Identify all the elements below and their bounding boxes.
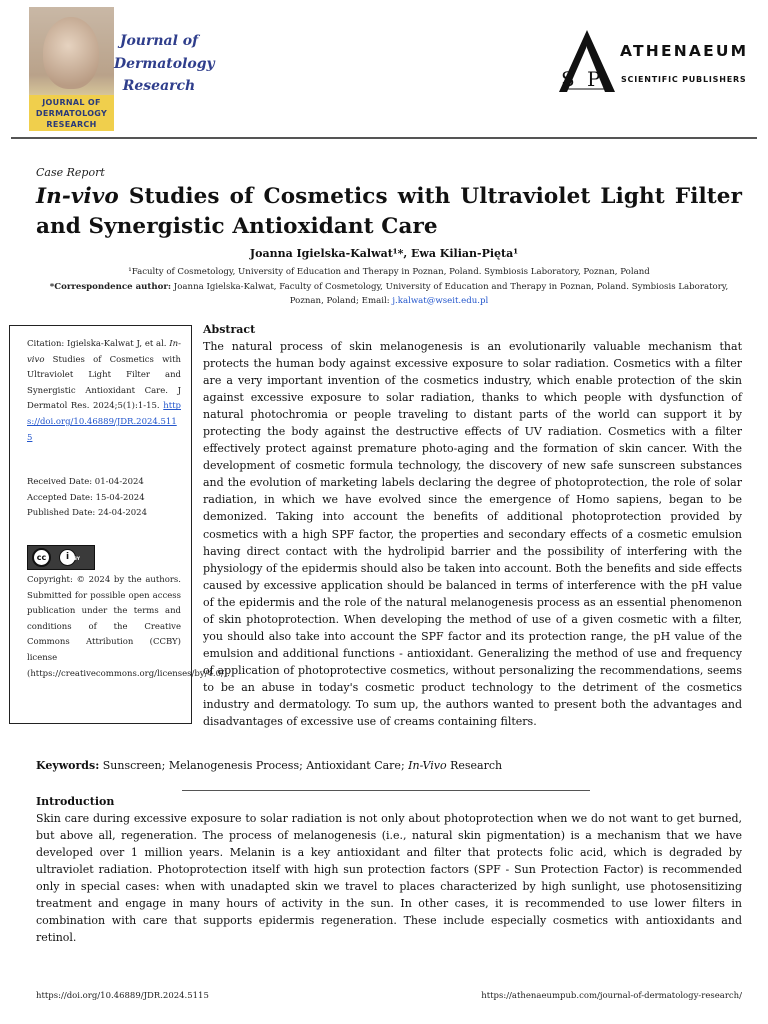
abstract-text: The natural process of skin melanogenesis is an evolutionarily valuable mechanism that protects the human body against excessive exposure to solar radiation. Cosmetics with a filter are a very important invention of the cosmetics industry, which enable protection of the skin against excessive exposure to solar radiation, thanks to which people with dysfunction of natural photochromia or people traveling to distant parts of the world can support it by protecting the body against the destructive effects of UV radiation. Cosmetics with a filter effectively protect against premature photo-aging and the formation of skin cancer. With the development of cosmetic formula technology, the discovery of new safe sunscreen substances and the evolution of marketing labels declaring the degree of photoprotection, the role of solar radiation, in which we have evolved since the emergence of Homo sapiens, began to be demonized. Taking into account the benefits of additional photoprotection provided by cosmetics with a high SPF factor, the properties and secondary effects of a cosmetic emulsion having direct contact with the hydrolipid barrier and the possibility of interfering with the physiology of the epidermis should also be taken into account. Both the benefits and side effects caused by excessive application should be balanced in terms of interference with the pH value of the epidermis and the role of the natural melanogenesis process as an essential phenomenon of skin photoprotection. When developing the method of use of a given cosmetic with a filter, you should also take into account the SPF factor and its protection range, the pH value of the emulsion and additional functions - antioxidant. Generalizing the method of use and frequency of application of photoprotective cosmetics, without personalizing the recommendations, seems to be an abuse in today's cosmetic product technology to the detriment of the cosmetics industry and dermatology. To sum up, the authors wanted to present both the advantages and disadvantages of excessive use of creams containing filters.	[203, 340, 742, 729]
journal-title-line-2: Dermatology	[114, 55, 215, 72]
citation-rest: Studies of Cosmetics with Ultraviolet Light Filter and Synergistic Antioxidant Care. J Dermatol Res. 2024;5(1):1-15.	[27, 354, 181, 412]
citation-block	[27, 337, 181, 446]
publisher-subtitle: SCIENTIFIC PUBLISHERS	[621, 75, 747, 84]
affiliations	[36, 265, 742, 309]
footer-journal-link[interactable]: https://athenaeumpub.com/journal-of-dermatology-research/	[481, 991, 742, 1001]
cc-icon: cc	[32, 548, 51, 567]
publisher-name: ATHENAEUM	[620, 42, 749, 60]
doi-link[interactable]: https://doi.org/10.46889/JDR.2024.5115	[27, 401, 181, 443]
received-date: Received Date: 01-04-2024	[27, 477, 144, 488]
journal-title-line-1: Journal of	[119, 33, 199, 49]
footer-doi-link[interactable]: https://doi.org/10.46889/JDR.2024.5115	[36, 991, 209, 1001]
keywords-italic: In-Vivo	[408, 759, 447, 772]
article-title	[36, 182, 742, 242]
correspondence	[36, 280, 742, 309]
keywords-tail: Research	[446, 759, 503, 772]
keywords-text: Sunscreen; Melanogenesis Process; Antioxidant Care;	[99, 759, 409, 772]
cc-by-license-badge[interactable]	[27, 545, 95, 570]
published-date: Published Date: 24-04-2024	[27, 508, 147, 519]
correspondence-text: Joanna Igielska-Kalwat, Faculty of Cosmetology, University of Education and Therapy in Poznan, Poland. Symbiosis Laboratory, Poznan, Poland; Email:	[171, 281, 729, 307]
accepted-date: Accepted Date: 15-04-2024	[27, 492, 145, 503]
journal-title-line-3: Research	[122, 78, 196, 94]
abstract-heading: Abstract	[203, 323, 256, 336]
copyright-text: Copyright: © 2024 by the authors. Submitted for possible open access publication under the terms and conditions of the Creative Commons Attribution (CCBY) license (https://creativecommons.org/licenses/by/4.0/).	[27, 574, 230, 679]
header-divider	[11, 137, 757, 139]
introduction-heading: Introduction	[36, 795, 115, 808]
keywords-label: Keywords:	[36, 759, 100, 772]
cover-title-band	[29, 95, 114, 131]
attribution-person-icon: i	[59, 549, 76, 566]
cc-by-label: BY	[73, 557, 80, 563]
citation-italic: In-vivo	[27, 339, 181, 365]
section-divider	[182, 790, 590, 791]
authors: Joanna Igielska-Kalwat¹*, Ewa Kilian-Pięta¹	[249, 247, 519, 260]
cover-face-illustration	[43, 17, 99, 89]
citation-sidebar	[9, 325, 230, 724]
affiliation-line: ¹Faculty of Cosmetology, University of Education and Therapy in Poznan, Poland. Symbiosis Laboratory, Poznan, Poland	[128, 267, 650, 277]
cover-line-1: JOURNAL OF	[42, 97, 101, 107]
citation-prefix: Citation: Igielska-Kalwat J, et al.	[27, 339, 170, 349]
keywords	[36, 759, 502, 772]
title-italic: In-vivo	[36, 184, 119, 209]
dates-block	[27, 475, 181, 522]
article-type: Case Report	[36, 166, 105, 179]
svg-text:P: P	[587, 67, 601, 91]
title-rest: Studies of Cosmetics with Ultraviolet Light Filter and Synergistic Antioxidant Care	[36, 184, 742, 239]
cover-line-3: RESEARCH	[46, 119, 97, 129]
introduction-text: Skin care during excessive exposure to solar radiation is not only about photoprotection when we do not want to get burned, but above all, regeneration. The process of melanogenesis (i.e., natural skin pigmentation) is a mechanism that we have developed over 1 million years. Melanin is a key antioxidant and filter that protects folic acid, which is degraded by ultraviolet radiation. Photoprotection itself with high sun protection factors (SPF - Sun Protection Factor) is recommended only in special cases: when with unadapted skin we travel to places characterized by high sunlight, use photosensitizing treatment and engage in many hours of activity in the sun. In other cases, it is recommended to use lower filters in combination with care that supports epidermis regeneration. These include especially cosmetics with antioxidants and retinol.	[36, 812, 742, 945]
athenaeum-logo-icon	[553, 28, 623, 94]
correspondence-label: *Correspondence author:	[49, 281, 172, 292]
journal-cover-image	[29, 7, 114, 131]
svg-text:S: S	[561, 67, 575, 91]
email-link[interactable]: j.kalwat@wseit.edu.pl	[392, 296, 489, 307]
journal-title	[114, 30, 215, 98]
cover-line-2: DERMATOLOGY	[35, 108, 108, 118]
